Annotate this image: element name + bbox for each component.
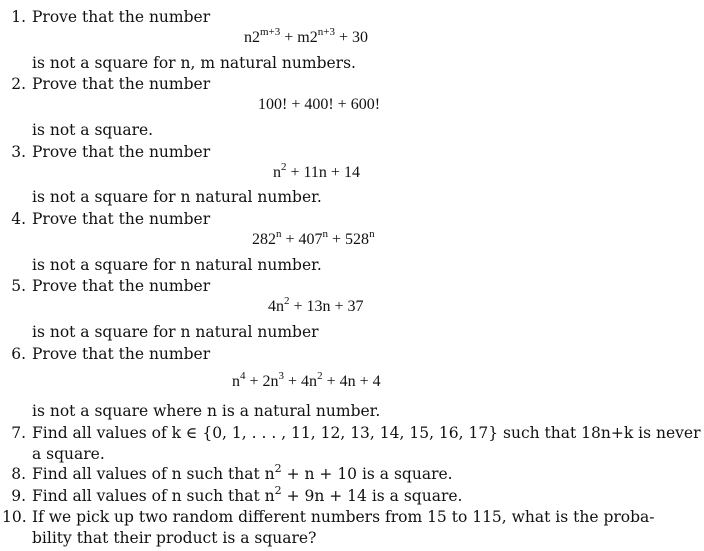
problem-6-equation: $n^4 + 2n^3 + 4n^2 + 4n + 4$ [232,369,381,390]
problem-1-intro: Prove that the number [32,8,211,26]
problem-10-number: 10. [2,508,27,526]
problem-10-line-2: bility that their product is a square? [32,529,317,547]
problem-10-line-1: If we pick up two random different numbers from 15 to 115, what is the proba- [32,508,655,526]
problem-4-number: 4. [11,210,26,228]
problem-5-condition: is not a square for n natural number [32,323,319,341]
problem-6-condition: is not a square where n is a natural number. [32,402,381,420]
problem-3-equation: $n^2 + 11n + 14$ [273,160,360,181]
problem-5-intro: Prove that the number [32,277,211,295]
problem-1-condition: is not a square for n, m natural numbers. [32,54,356,72]
problem-5-number: 5. [11,277,26,295]
problem-8-text: Find all values of n such that $n^2 + n + 10$ is a square. [32,461,453,483]
problem-2-condition: is not a square. [32,121,154,139]
problem-7-line-2: a square. [32,445,105,463]
problem-9-number: 9. [11,487,26,505]
problem-3-condition: is not a square for n natural number. [32,188,322,206]
problem-9-text: Find all values of n such that $n^2 + 9n + 14$ is a square. [32,483,463,505]
problem-1-equation: $n2^{m+3} + m2^{n+3} + 30$ [244,25,368,46]
problem-4-equation: $282^n + 407^n + 528^n$ [252,227,375,248]
problem-5-equation: $4n^2 + 13n + 37$ [268,294,364,315]
problem-8-number: 8. [11,465,26,483]
problem-3-intro: Prove that the number [32,143,211,161]
problem-7-number: 7. [11,424,26,442]
problem-1-number: 1. [11,8,26,26]
problem-7-line-1: Find all values of k ∈ {0, 1, . . . , 11, 12, 13, 14, 15, 16, 17} such that 18n+k is never [32,424,701,442]
problem-4-condition: is not a square for n natural number. [32,256,322,274]
problem-2-number: 2. [11,75,26,93]
problem-6-intro: Prove that the number [32,345,211,363]
problem-6-number: 6. [11,345,26,363]
problem-4-intro: Prove that the number [32,210,211,228]
problem-2-intro: Prove that the number [32,75,211,93]
problem-2-equation: 100! + 400! + 600! [258,96,381,113]
problem-3-number: 3. [11,143,26,161]
